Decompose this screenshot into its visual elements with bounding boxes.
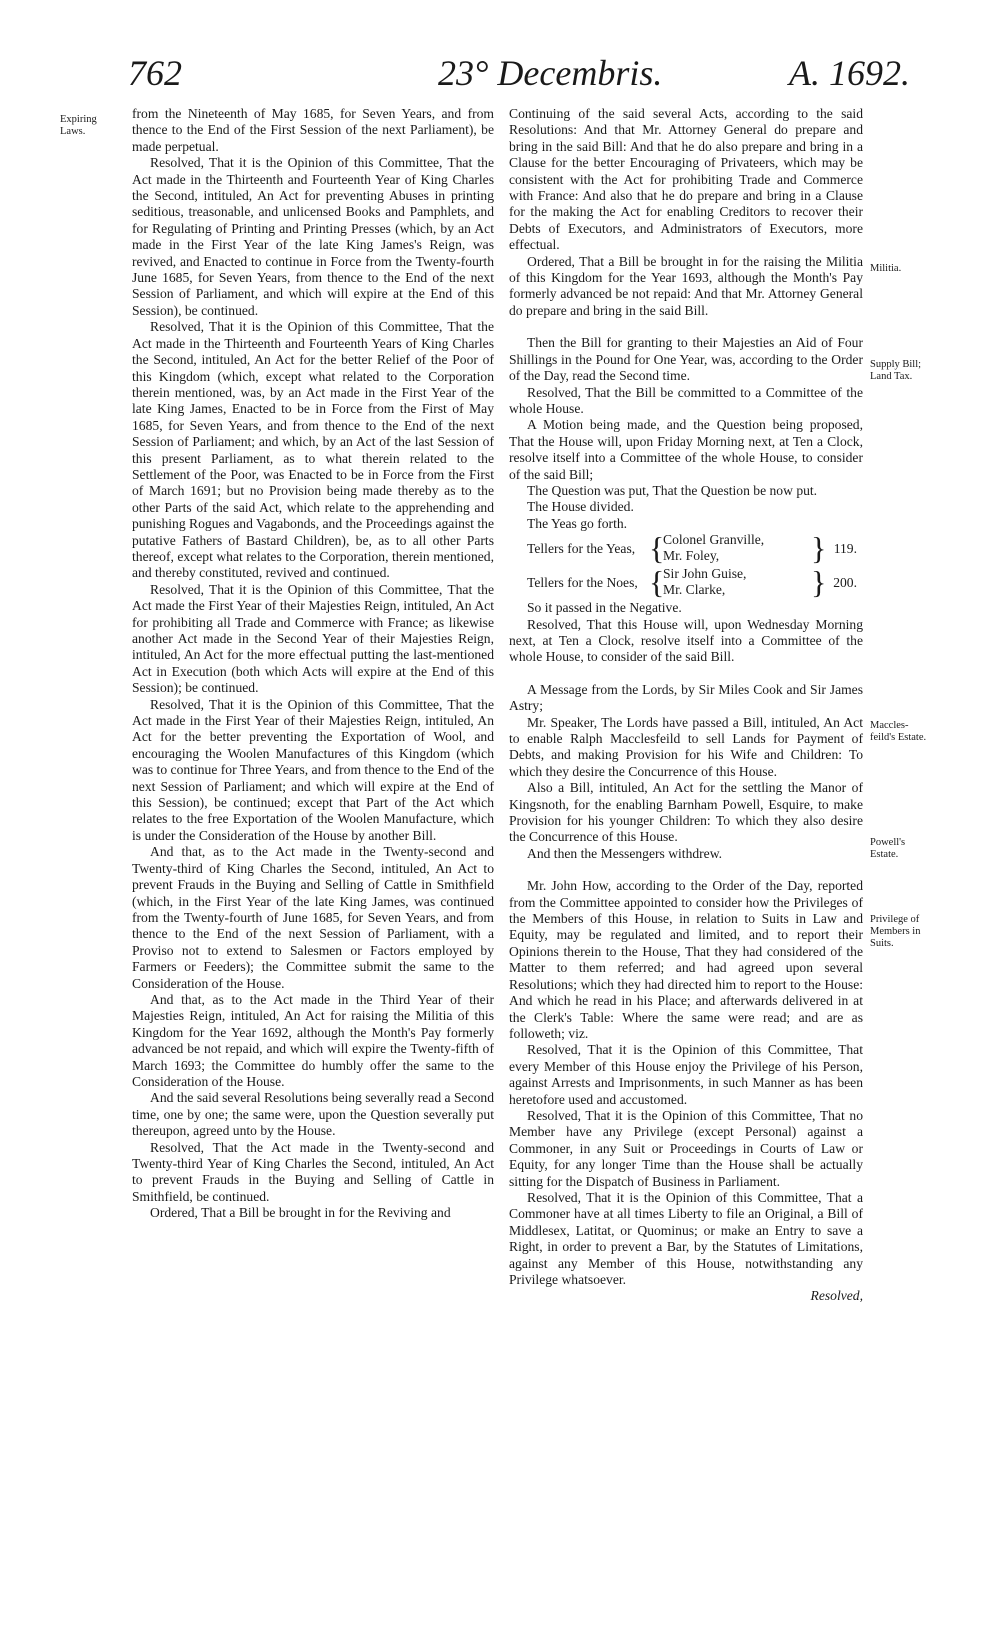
paragraph: Resolved, That it is the Opinion of this Committee, That the Act made in the Thirteenth and Fourteenth Year of King Charles the Second, intituled, An Act for preventing Abuses in printing seditious, treasonable, and unlicensed Books and Pamphlets, and for Regulating of Printing and Printing Presses (which, by an Act made in the First Year of the late King James's Reign, was revived, and Enacted to continue in Force from the Twenty-fourth June 1685, for Seven Years, from thence to the End of the next Session of Parliament, and which will expire at the End of this Session), be continued. — [132, 155, 494, 318]
left-column — [132, 106, 494, 1222]
paragraph: The Yeas go forth. — [527, 515, 628, 531]
paragraph: Resolved, That it is the Opinion of this Committee, That a Commoner have at all times Liberty to file an Original, a Bill of Middlesex, Latitat, or Quominus; or make an Entry to save a Right, in order to prevent a Bar, by the Statutes of Limitations, against any Member of this House, notwithstanding any Privilege whatsoever. — [509, 1189, 863, 1287]
margin-note-powell — [870, 837, 940, 861]
paragraph: Ordered, That a Bill be brought in for the raising the Militia of this Kingdom for the Year 1693, although the Month's Pay formerly advanced be not repaid: And that Mr. Attorney General do prepare and bring in the said Bill. — [509, 253, 863, 318]
paragraph: A Motion being made, and the Question being proposed, That the House will, upon Friday Morning next, at Ten a Clock, resolve itself into a Committee of the whole House, to consider of the said Bill; — [509, 417, 863, 482]
paragraph: And that, as to the Act made in the Third Year of their Majesties Reign, intituled, An Act for raising the Militia of this Kingdom for the Year 1692, although the Month's Pay formerly advanced be not repaid, and which will expire the Twenty-fifth of March 1693; the Committee do humbly offer the same to the Consideration of the House. — [132, 991, 494, 1089]
paragraph: A Message from the Lords, by Sir Miles Cook and Sir James Astry; — [509, 681, 863, 714]
margin-note-line: Supply Bill; — [870, 359, 922, 370]
tellers-noes — [527, 566, 857, 600]
brace-left: { — [649, 530, 665, 567]
catchword: Resolved, — [810, 1288, 863, 1304]
paragraph: And then the Messengers withdrew. — [527, 845, 723, 861]
page-header — [120, 52, 910, 102]
paragraph: Ordered, That a Bill be brought in for the Reviving and — [150, 1205, 451, 1221]
margin-note-line: Suits. — [870, 938, 894, 949]
brace-right: } — [811, 530, 827, 567]
margin-note-line: Laws. — [60, 126, 86, 137]
paragraph: So it passed in the Negative. — [527, 600, 682, 616]
margin-note-militia — [870, 263, 940, 275]
paragraph: Also a Bill, intituled, An Act for the settling the Manor of Kingsnoth, for the enabling Barnham Powell, Esquire, to make Provision for his younger Children: To which they also desire the Concurrence of this House. — [509, 780, 863, 845]
paragraph: And the said several Resolutions being severally read a Second time, one by one; the same were, upon the Question severally put thereupon, agreed unto by the House. — [132, 1090, 494, 1139]
margin-note-supply-bill — [870, 359, 940, 383]
margin-note-line: Militia. — [870, 263, 902, 274]
paragraph: The House divided. — [527, 499, 634, 515]
paragraph: Resolved, That it is the Opinion of this Committee, That the Act made the First Year of their Majesties Reign, intituled, An Act for prohibiting all Trade and Commerce with France; as likewise another Act made in the Second Year of their Majesties Reign, intituled, An Act for the more effectual putting the last-mentioned Act in Execution (both which Acts will expire at the End of this Session); be continued. — [132, 581, 494, 696]
page-number: 762 — [128, 53, 182, 93]
tellers-yeas-count: 119. — [833, 541, 857, 557]
tellers-noes-names — [663, 566, 746, 598]
tellers-yeas-names — [663, 532, 764, 564]
header-year: A. 1692. — [789, 53, 910, 93]
margin-note-line: feild's Estate. — [870, 732, 927, 743]
teller-name: Sir John Guise, — [663, 566, 747, 582]
header-date: 23° Decembris. — [438, 53, 663, 93]
brace-right: } — [811, 564, 827, 601]
division-tellers — [527, 532, 863, 600]
paragraph: And that, as to the Act made in the Twenty-second and Twenty-third of King Charles the Second, intituled, An Act to prevent Frauds in the Buying and Selling of Cattle in Smithfield (which, in the First Year of the late King James, was continued from the Twenty-fourth of June 1685, for Seven Years, and from thence to the End of the next Session of Parliament, with a Proviso not to extend to Salesmen or Factors employed by Farmers or Feeders); the Committee submit the same to the Consideration of the House. — [132, 844, 494, 991]
paragraph: Mr. Speaker, The Lords have passed a Bill, intituled, An Act to enable Ralph Macclesfeild to sell Lands for Payment of Debts, and making Provision for his Wife and Children: To which they desire the Concurrence of this House. — [509, 714, 863, 779]
paragraph: Resolved, That it is the Opinion of this Committee, That the Act made in the First Year of their Majesties Reign, intituled, An Act for the better preventing the Exportation of Wool, and encouraging the Woolen Manufactures of this Kingdom (which was to continue for Three Years, and from thence to the End of the next Session of Parliament; and which will expire at the End of this Session), be continued; except that Part of the Act which relates to the free Exportation of the Woolen Manufacture, which is under the Consideration of the House by another Bill. — [132, 696, 494, 843]
margin-note-line: Estate. — [870, 849, 899, 860]
teller-name: Mr. Clarke, — [663, 582, 726, 598]
margin-note-line: Maccles- — [870, 720, 909, 731]
right-column — [509, 106, 863, 1305]
paragraph: Mr. John How, according to the Order of the Day, reported from the Committee appointed to consider how the Privileges of the Members of this House, in relation to Suits in Law and Equity, may be regulated and limited, and to report their Opinions therein to the House, That they had considered of the Matter to them referred; and had agreed upon several Resolutions; which they had directed him to report to the House: And which he read in his Place; and afterwards delivered in at the Clerk's Table: Where the same were read; and are as followeth; viz. — [509, 878, 863, 1041]
paragraph: Then the Bill for granting to their Majesties an Aid of Four Shillings in the Pound for One Year, was, according to the Order of the Day, read the Second time. — [509, 335, 863, 384]
margin-note-line: Land Tax. — [870, 371, 913, 382]
tellers-yeas — [527, 532, 857, 566]
paragraph: The Question was put, That the Question be now put. — [527, 482, 818, 498]
paragraph: Resolved, That the Act made in the Twenty-second and Twenty-third Year of King Charles the Second, intituled, An Act to prevent Frauds in the Buying and Selling of Cattle in Smithfield, be continued. — [132, 1139, 494, 1204]
paragraph: Resolved, That it is the Opinion of this Committee, That the Act made in the Thirteenth and Fourteenth Years of King Charles the Second, intituled, An Act for the better Relief of the Poor of this Kingdom (which, except what related to the Corporation therein mentioned, was, by an Act made in the First Year of the late King James, Enacted to be in Force from the First of May 1685, for Seven Years, and from thence to the End of the next Session of Parliament; and which, by an Act of the last Session of this present Parliament, as to what therein related to the Settlement of the Poor, was Enacted to be in Force from the First of March 1691; but no Provision being made thereby as to the other Parts of the said Act, which relate to the apprehending and punishing Rogues and Vagabonds, and the Proceedings against the putative Fathers of Bastard Children), be, as to all other Parts thereof, except what relates to the Corporation, therein mentioned, and thereby constituted, revived and continued. — [132, 319, 494, 581]
tellers-yeas-label: Tellers for the Yeas, — [527, 541, 636, 557]
margin-note-line: Powell's — [870, 837, 906, 848]
tellers-noes-label: Tellers for the Noes, — [527, 575, 638, 591]
tellers-noes-count: 200. — [833, 575, 857, 591]
paragraph: from the Nineteenth of May 1685, for Seven Years, and from thence to the End of the First Session of the next Parliament), be made perpetual. — [132, 106, 494, 154]
paragraph: Resolved, That it is the Opinion of this Committee, That no Member have any Privilege (except Personal) against a Commoner, in any Suit or Proceedings in Courts of Law or Equity, for any longer Time than the House shall be actually sitting for the Dispatch of Business in Parliament. — [509, 1107, 863, 1189]
margin-note-macclesfeild — [870, 720, 940, 744]
margin-note-expiring-laws — [60, 114, 130, 138]
paragraph: Resolved, That this House will, upon Wednesday Morning next, at Ten a Clock, resolve itself into a Committee of the whole House, to consider of the said Bill. — [509, 616, 863, 665]
teller-name: Colonel Granville, — [663, 532, 765, 548]
margin-note-line: Expiring — [60, 114, 97, 125]
teller-name: Mr. Foley, — [663, 548, 720, 564]
paragraph: Continuing of the said several Acts, according to the said Resolutions: And that Mr. Attorney General do prepare and bring in the said Bill: And that he do also prepare and bring in a Clause for the better Encouraging of Privateers, which may be consistent with the Act for prohibiting Trade and Commerce with France: And also that he do prepare and bring in a Clause for the making the Act for enabling Creditors to recover their Debts of Executors, and Administrators of Executors, more effectual. — [509, 106, 863, 253]
paragraph: Resolved, That the Bill be committed to a Committee of the whole House. — [509, 384, 863, 416]
margin-note-line: Privilege of — [870, 914, 920, 925]
paragraph: Resolved, That it is the Opinion of this Committee, That every Member of this House enjoy the Privilege of his Person, against Arrests and Imprisonments, in such Manner as has been heretofore used and accustomed. — [509, 1042, 863, 1107]
margin-note-line: Members in — [870, 926, 921, 937]
brace-left: { — [649, 564, 665, 601]
margin-note-privilege — [870, 914, 940, 950]
